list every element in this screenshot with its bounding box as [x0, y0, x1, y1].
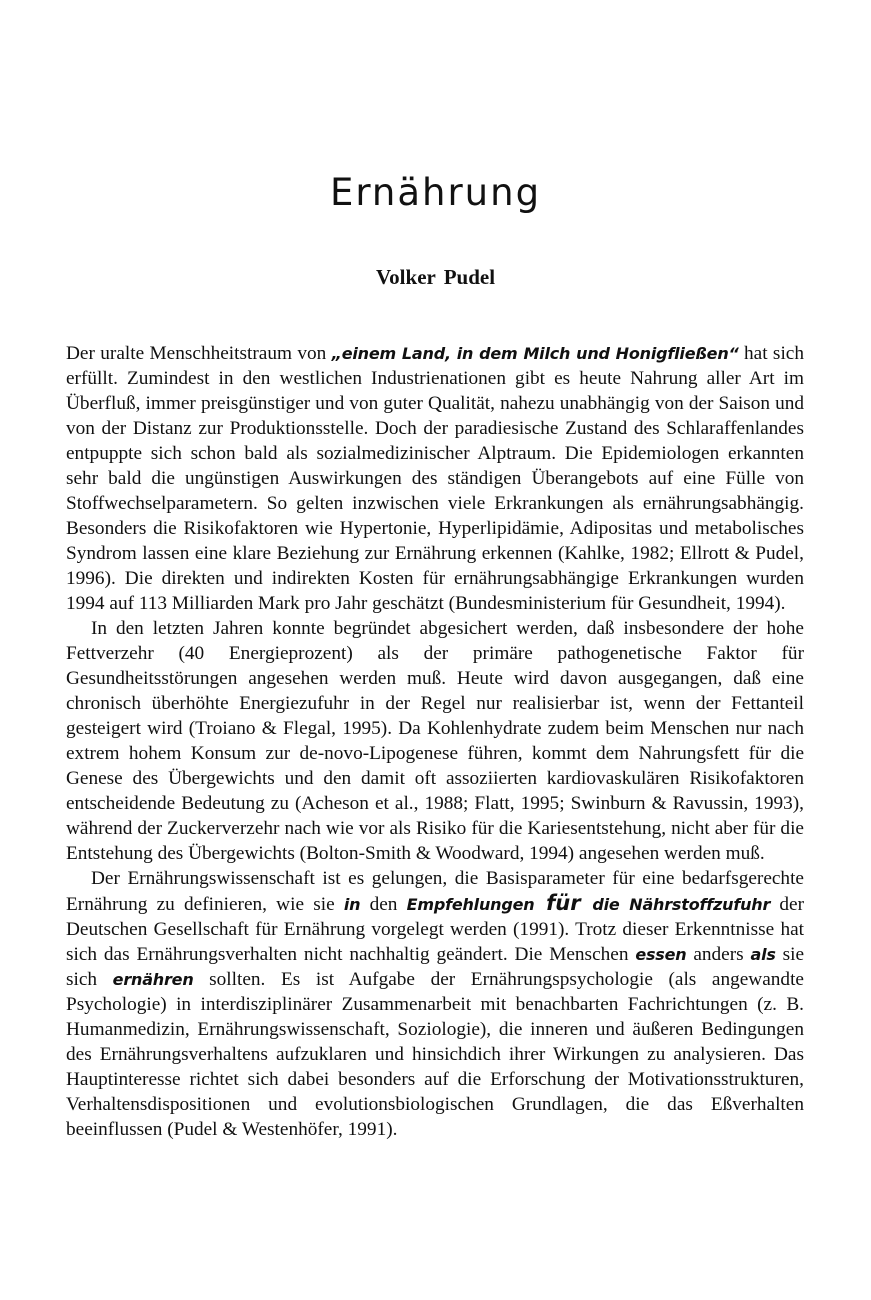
paragraph-2: In den letzten Jahren konnte begründet abgesichert werden, daß insbesondere der hohe Fettverzehr (40 Energieprozent) als der primäre pathogenetische Faktor für Gesundheitsstörungen angesehen werden muß. Heute wird davon ausgegangen, daß eine chronisch überhöhte Energiezufuhr in der Regel nur realisierbar ist, wenn der Fettanteil gesteigert wird (Troiano & Flegal, 1995). Da Kohlenhydrate zudem beim Menschen nur nach extrem hohem Konsum zur de-novo-Lipogenese führen, kommt dem Nahrungsfett für die Genese des Übergewichts und den damit oft assoziierten kardiovaskulären Risikofaktoren entscheidende Bedeutung zu (Acheson et al., 1988; Flatt, 1995; Swinburn & Ravussin, 1993), während der Zuckerverzehr nach wie vor als Risiko für die Kariesentstehung, nicht aber für die Entstehung des Übergewichts (Bolton-Smith & Woodward, 1994) angesehen werden muß.: [66, 618, 804, 864]
chapter-title: Ernährung: [329, 171, 542, 214]
paragraph-3-text-a: Der Ernährungswissenschaft ist es gelungen, die Basisparameter für eine bedarfsgerechte Ernährung zu definieren, wie sie: [66, 868, 804, 915]
paragraph-3-text-f: sollten. Es ist Aufgabe der Ernährungspsychologie (als angewandte Psychologie) in interdisziplinärer Zusammenarbeit mit benachbarten Fachrichtungen (z. B. Humanmedizin, Ernährungswissenschaft, Soziologie), die inneren und äußeren Bedingungen des Ernährungsverhaltens aufzuklaren und hinsichdich ihrer Wirkungen zu analysieren. Das Hauptinteresse richtet sich dabei besonders auf die Erforschung der Motivationsstrukturen, Verhaltensdispositionen und evolutionsbiologischen Grundlagen, die das Eßverhalten beeinflussen (Pudel & Westenhöfer, 1991).: [66, 969, 804, 1140]
paragraph-3-text-c: der Deutschen Gesellschaft für Ernährung vorgelegt werden (1991). Trotz dieser Erkenntnisse hat sich das Ernährungsverhalten nicht nachhaltig geändert. Die Menschen: [66, 894, 804, 965]
emphasis-als: als: [750, 945, 776, 964]
emphasis-in: in: [343, 895, 361, 914]
emphasis-ernaehren: ernähren: [112, 970, 194, 989]
paragraph-3-text-b: den: [360, 894, 407, 915]
emphasis-naehrstoffzufuhr: die Nährstoffzufuhr: [592, 895, 771, 914]
paragraph-3-text-d: anders: [686, 944, 751, 965]
author-name: Volker Pudel: [375, 265, 496, 289]
quote-emphasis: „einem Land, in dem Milch und Honigfließen“: [331, 344, 739, 363]
emphasis-empfehlungen: Empfehlungen: [406, 895, 535, 914]
paragraph-3: [66, 866, 804, 1142]
paragraph-3-text-e: sie sich: [66, 944, 805, 990]
paragraph-1: [66, 341, 804, 616]
paragraph-1-text-a: Der uralte Menschheitstraum von: [66, 343, 332, 364]
paragraph-1-text-b: hat sich erfüllt. Zumindest in den westlichen Industrienationen gibt es heute Nahrung aller Art im Überfluß, immer preisgünstiger und von guter Qualität, nahezu unabhängig von der Saison und von der Distanz zur Produktionsstelle. Doch der paradiesische Zustand des Schlaraffenlandes entpuppte sich schon bald als sozialmedizinischer Alptraum. Die Epidemiologen erkannten sehr bald die ungünstigen Auswirkungen des ständigen Überangebots auf eine Fülle von Stoffwechselparametern. So gelten inzwischen viele Erkrankungen als ernährungsabhängig. Besonders die Risikofaktoren wie Hypertonie, Hyperlipidämie, Adipositas und metabolisches Syndrom lassen eine klare Beziehung zur Ernährung erkennen (Kahlke, 1982; Ellrott & Pudel, 1996). Die direkten und indirekten Kosten für ernährungsabhängige Erkrankungen wurden 1994 auf 113 Milliarden Mark pro Jahr geschätzt (Bundesministerium für Gesundheit, 1994).: [66, 343, 804, 614]
emphasis-essen: essen: [635, 945, 687, 964]
body-text: [66, 341, 804, 1142]
emphasis-fuer: für: [534, 891, 593, 915]
